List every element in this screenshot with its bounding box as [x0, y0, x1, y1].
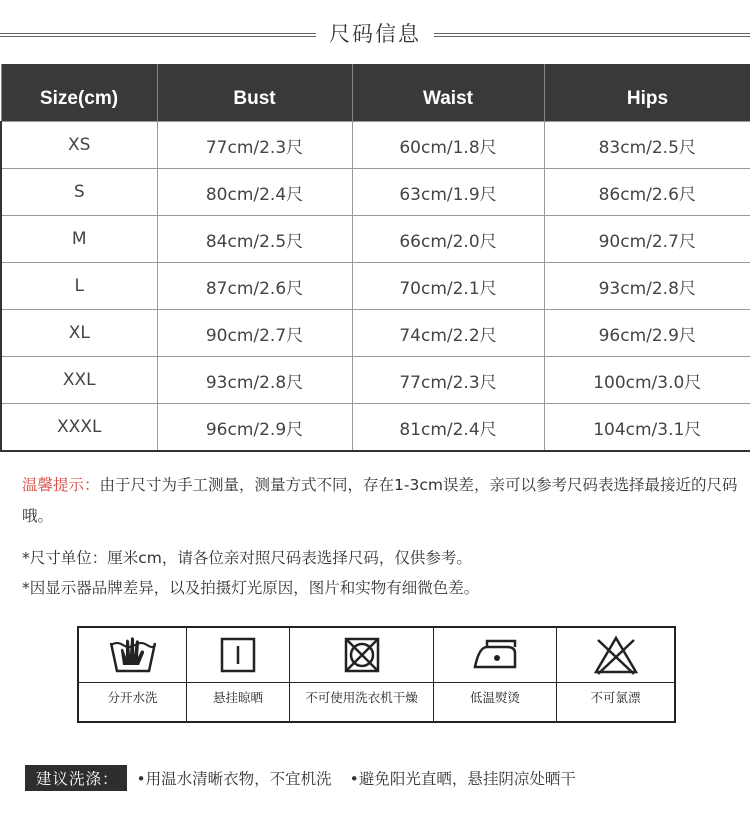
- care-label-hang-dry: 悬挂晾晒: [212, 690, 263, 705]
- hips-cell: 104cm/3.1尺: [544, 404, 750, 452]
- table-row: [1, 404, 750, 452]
- care-cell-hang-dry: [187, 628, 290, 721]
- table-row: [1, 357, 750, 404]
- waist-cell: 60cm/1.8尺: [352, 122, 544, 169]
- wash-label: 建议洗涤：: [25, 765, 127, 791]
- bust-cell: 90cm/2.7尺: [157, 310, 352, 357]
- table-row: [1, 216, 750, 263]
- page-title: 尺码信息: [329, 22, 421, 46]
- bust-cell: 87cm/2.6尺: [157, 263, 352, 310]
- waist-cell: 70cm/2.1尺: [352, 263, 544, 310]
- size-cell: L: [1, 263, 157, 310]
- wash-item: •避免阳光直晒，悬挂阴凉处晒干: [349, 770, 576, 788]
- hips-cell: 90cm/2.7尺: [544, 216, 750, 263]
- wash-item: •用温水清晰衣物，不宜机洗: [136, 770, 332, 788]
- waist-cell: 77cm/2.3尺: [352, 357, 544, 404]
- care-label-no-tumble-dry: 不可使用洗衣机干燥: [305, 690, 418, 705]
- low-iron-icon: [469, 637, 521, 673]
- waist-cell: 81cm/2.4尺: [352, 404, 544, 452]
- bust-cell: 93cm/2.8尺: [157, 357, 352, 404]
- table-row: [1, 310, 750, 357]
- hips-cell: 83cm/2.5尺: [544, 122, 750, 169]
- care-label-no-bleach: 不可氯漂: [590, 690, 641, 705]
- size-cell: XL: [1, 310, 157, 357]
- waist-cell: 74cm/2.2尺: [352, 310, 544, 357]
- care-cell-no-tumble-dry: [290, 628, 434, 721]
- table-row: [1, 122, 750, 169]
- hips-cell: 100cm/3.0尺: [544, 357, 750, 404]
- hips-cell: 93cm/2.8尺: [544, 263, 750, 310]
- size-cell: XXXL: [1, 404, 157, 452]
- size-cell: M: [1, 216, 157, 263]
- note-color: *因显示器品牌差异，以及拍摄灯光原因，图片和实物有细微色差。: [22, 579, 480, 597]
- care-cell-no-bleach: [557, 628, 674, 721]
- size-cell: S: [1, 169, 157, 216]
- hips-cell: 96cm/2.9尺: [544, 310, 750, 357]
- section-title-row: [0, 14, 750, 54]
- hips-cell: 86cm/2.6尺: [544, 169, 750, 216]
- no-bleach-icon: [592, 634, 640, 676]
- warm-tip: [22, 470, 742, 532]
- hand-wash-icon: [107, 635, 159, 675]
- size-table-header: [1, 64, 750, 122]
- bust-cell: 77cm/2.3尺: [157, 122, 352, 169]
- bust-cell: 80cm/2.4尺: [157, 169, 352, 216]
- size-cell: XXL: [1, 357, 157, 404]
- size-cell: XS: [1, 122, 157, 169]
- no-tumble-dry-icon: [342, 635, 382, 675]
- care-cell-low-iron: [434, 628, 557, 721]
- care-label-low-iron: 低温熨烫: [469, 690, 520, 705]
- note-unit: *尺寸单位：厘米cm，请各位亲对照尺码表选择尺码，仅供参考。: [22, 549, 472, 567]
- title-divider-right: [434, 33, 750, 37]
- header-waist: Waist: [352, 64, 544, 122]
- waist-cell: 63cm/1.9尺: [352, 169, 544, 216]
- bust-cell: 96cm/2.9尺: [157, 404, 352, 452]
- waist-cell: 66cm/2.0尺: [352, 216, 544, 263]
- bust-cell: 84cm/2.5尺: [157, 216, 352, 263]
- header-hips: Hips: [544, 64, 750, 122]
- header-bust: Bust: [157, 64, 352, 122]
- care-cell-hand-wash: [79, 628, 187, 721]
- care-label-hand-wash: 分开水洗: [107, 690, 158, 705]
- size-table: [0, 64, 750, 452]
- tip-text: 由于尺寸为手工测量，测量方式不同，存在1-3cm误差，亲可以参考尺码表选择最接近的尺码哦。: [22, 476, 738, 525]
- title-divider-left: [0, 33, 316, 37]
- header-size: Size(cm): [1, 64, 157, 122]
- care-instructions-table: [77, 626, 676, 723]
- wash-suggestion: [25, 765, 576, 791]
- table-row: [1, 169, 750, 216]
- table-row: [1, 263, 750, 310]
- hang-dry-icon: [218, 635, 258, 675]
- tip-label: 温馨提示：: [22, 476, 100, 494]
